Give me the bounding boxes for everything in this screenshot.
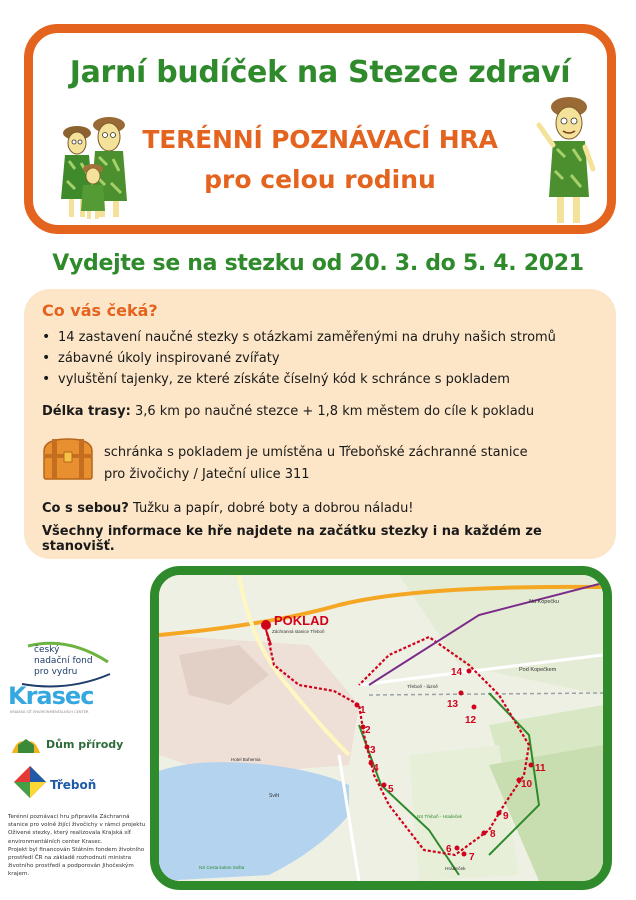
- dum-prirody-logo: Dům přírody: [46, 738, 124, 751]
- acorn-mascot-illustration: [533, 91, 603, 231]
- station-14: 14: [451, 667, 463, 678]
- fund-line1: český: [34, 645, 60, 655]
- what-to-bring: [42, 501, 414, 516]
- cache-line1: schránka s pokladem je umístěna u Třeboňské záchranné stanice: [104, 445, 528, 460]
- cache-line2: pro živočichy / Jateční ulice 311: [104, 467, 310, 482]
- station-6: 6: [446, 844, 452, 855]
- info-note: Všechny informace ke hře najdete na začátku stezky i na každém ze stanovišť.: [42, 524, 542, 554]
- treasure-sublabel: Záchranná stanice Třeboň: [272, 629, 325, 634]
- station-3: 3: [370, 745, 376, 756]
- station-10: 10: [521, 779, 533, 790]
- place-label: Svět: [269, 793, 280, 799]
- place-label: Hotel Bohemia: [231, 757, 261, 762]
- length-value: 3,6 km po naučné stezce + 1,8 km městem do cíle k pokladu: [130, 404, 535, 419]
- subtitle-line2: pro celou rodinu: [204, 165, 436, 194]
- station-9: 9: [503, 811, 509, 822]
- page-title: Jarní budíček na Stezce zdraví: [69, 55, 571, 90]
- otter-fund-name: [34, 645, 93, 678]
- map-canvas: [159, 575, 603, 881]
- trail-length: [42, 404, 534, 419]
- trail-map: [150, 566, 612, 890]
- place-label: Hrádeček: [445, 867, 466, 872]
- station-1: 1: [360, 705, 366, 716]
- station-11: 11: [535, 763, 546, 774]
- list-item: • vyluštění tajenky, ze které získáte číselný kód k schránce s pokladem: [42, 369, 556, 390]
- feature-list: [42, 327, 556, 390]
- fund-line3: pro vydru: [34, 667, 78, 677]
- station-8: 8: [490, 829, 496, 840]
- acorn-family-illustration: [47, 103, 139, 223]
- place-label: Pod Kopečkem: [519, 667, 557, 673]
- list-item: • zábavné úkoly inspirované zvířaty: [42, 348, 556, 369]
- trebon-logo: Třeboň: [50, 778, 97, 792]
- place-label: NS Cesta kolem Světa: [199, 865, 245, 870]
- header-banner: [24, 24, 616, 234]
- treasure-label: POKLAD: [274, 613, 329, 628]
- station-2: 2: [365, 725, 371, 736]
- list-item: • 14 zastavení naučné stezky s otázkami zaměřenými na druhy našich stromů: [42, 327, 556, 348]
- place-label: NS Třeboň - Hradeček: [417, 814, 462, 819]
- station-4: 4: [373, 763, 379, 774]
- info-box: [24, 289, 616, 559]
- krasec-tagline: KRAJSKÁ SÍŤ ENVIRONMENTÁLNÍCH CENTER: [10, 710, 89, 714]
- bring-value: Tužku a papír, dobré boty a dobrou náladu!: [128, 501, 414, 516]
- treasure-chest-icon: [40, 435, 96, 483]
- dum-prirody-logo-icon: [8, 733, 44, 757]
- station-5: 5: [388, 784, 394, 795]
- cache-location: [104, 442, 604, 486]
- credits-paragraph: Terénní poznávací hru připravila Záchranná stanice pro volně žijící živočichy v rámci projektu Oživené stezky, který realizovala Krajská síť environmentálních center Krasec.: [8, 814, 146, 845]
- bring-label: Co s sebou?: [42, 501, 129, 516]
- station-7: 7: [469, 852, 475, 863]
- place-label: Na Kopečku: [529, 599, 559, 605]
- trebon-logo-icon: [14, 766, 46, 798]
- fund-line2: nadační fond: [34, 656, 93, 666]
- station-13: 13: [447, 699, 459, 710]
- date-range: Vydejte se na stezku od 20. 3. do 5. 4. 2021: [52, 251, 584, 276]
- credits: [8, 813, 148, 879]
- subtitle-line1: TERÉNNÍ POZNÁVACÍ HRA: [142, 125, 498, 154]
- credits-paragraph: Projekt byl financován Státním fondem životního prostředí ČR na základě rozhodnutí ministra životního prostředí a podporován Jihočeským krajem.: [8, 846, 145, 878]
- info-heading: Co vás čeká?: [42, 301, 158, 320]
- length-label: Délka trasy:: [42, 404, 131, 419]
- place-label: Třeboň - lázně: [407, 685, 438, 690]
- station-12: 12: [465, 715, 477, 726]
- krasec-logo: Krasec: [8, 682, 94, 710]
